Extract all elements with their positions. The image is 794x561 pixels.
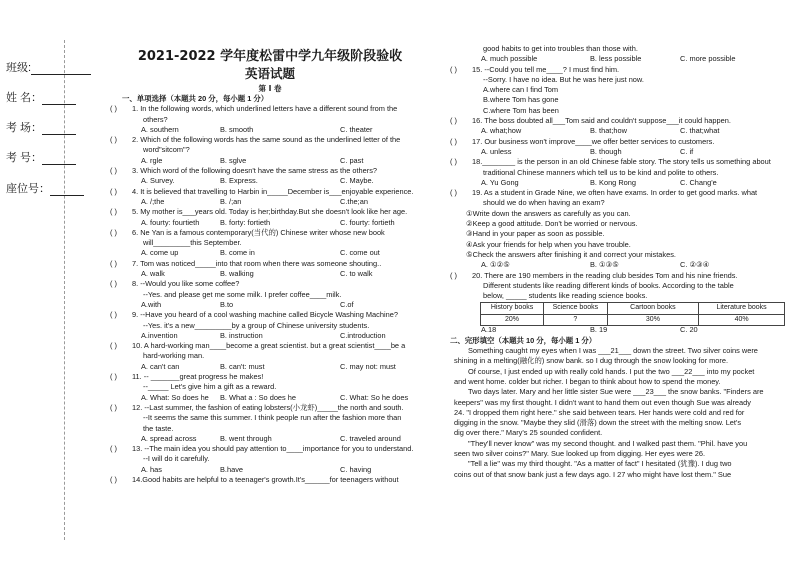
survey-headers-row — [481, 303, 785, 314]
cloze-line — [450, 356, 785, 366]
option-b[interactable]: B. instruction — [220, 330, 263, 340]
answer-options — [110, 156, 445, 166]
cloze-text: coins out of that snow bank just a few days ago. I 27 who might have lost them." Sue — [454, 469, 732, 479]
question-stem — [450, 188, 785, 198]
answer-options — [110, 248, 445, 258]
question-text: should we do when having an exam? — [483, 198, 605, 208]
option-b[interactable]: B. What a : So does he — [220, 392, 297, 402]
question-line — [450, 95, 785, 105]
seat-field: 座位号： — [6, 180, 84, 196]
name-blank[interactable] — [42, 94, 76, 105]
question-stem — [110, 187, 445, 197]
survey-cell: Science books — [544, 303, 608, 314]
cloze-line — [450, 428, 785, 438]
question-line — [450, 85, 785, 95]
survey-cell: 20% — [481, 314, 544, 325]
question-text: ①Write down the answers as carefully as you can. — [466, 208, 631, 218]
cloze-line — [450, 439, 785, 449]
option-a[interactable]: A.18 — [481, 325, 497, 335]
option-a[interactable]: A. walk — [141, 269, 165, 279]
cloze-line — [450, 408, 785, 418]
answer-options — [450, 54, 785, 64]
cloze-line — [450, 346, 785, 356]
question-line — [450, 281, 785, 291]
answer-bracket[interactable]: ( ) — [110, 186, 117, 196]
answer-bracket[interactable]: ( ) — [110, 104, 117, 114]
question-stem — [110, 475, 445, 485]
question-text: 11. -- _______great progress he makes! — [132, 372, 264, 382]
question-text: 13. --The main idea you should pay attention to____importance for you to understand. — [132, 444, 414, 454]
answer-options — [110, 197, 445, 207]
question-stem — [110, 135, 445, 145]
cloze-line — [450, 449, 785, 459]
cloze-text: digging in the snow. "Maybe they slid (滑落) down the street with the melting snow. Let's — [454, 418, 742, 428]
answer-options — [450, 147, 785, 157]
question-text: 17. Our business won't improve____we offer better services to customers. — [472, 136, 715, 146]
answer-options — [450, 260, 785, 270]
question-text: 18.________ is the person in an old Chinese fable story. The story tells us something about — [472, 157, 771, 167]
question-line — [110, 238, 445, 248]
answer-options — [110, 269, 445, 279]
cloze-text: Of course, I just ended up with really cold hands. I put the two ___22___ into my pocket — [468, 366, 755, 376]
question-stem — [110, 207, 445, 217]
answer-options — [450, 126, 785, 136]
question-line — [450, 168, 785, 178]
class-blank[interactable] — [31, 64, 91, 75]
question-text: C.where Tom has been — [483, 105, 559, 115]
answer-bracket[interactable]: ( ) — [110, 372, 117, 382]
binding-line — [64, 40, 65, 540]
question-text: --Sorry. I have no idea. But he was here just now. — [483, 74, 644, 84]
question-text: others? — [143, 114, 168, 124]
option-b[interactable]: B. walking — [220, 269, 254, 279]
answer-bracket[interactable]: ( ) — [110, 279, 117, 289]
option-b[interactable]: B. smooth — [220, 124, 254, 134]
cloze-line — [450, 398, 785, 408]
option-b[interactable]: B. ①③⑤ — [590, 260, 619, 270]
option-a[interactable]: A. What: So does he — [141, 392, 209, 402]
question-stem — [110, 259, 445, 269]
answer-bracket[interactable]: ( ) — [110, 402, 117, 412]
option-a[interactable]: A. much possible — [481, 54, 538, 64]
question-stem — [450, 116, 785, 126]
question-line — [110, 424, 445, 434]
question-stem — [110, 310, 445, 320]
question-text: 1. In the following words, which underlined letters have a different sound from the — [132, 104, 398, 114]
question-text: 7. Tom was noticed_____into that room when there was someone shouting.. — [132, 258, 382, 268]
option-a[interactable]: A. what;how — [481, 126, 522, 136]
question-text: ②Keep a good attitude. Don't be worried or nervous. — [466, 219, 638, 229]
survey-table-wrap — [450, 301, 785, 325]
answer-options — [110, 393, 445, 403]
option-b[interactable]: B. Kong Rong — [590, 177, 637, 187]
question-text: --_____ Let's give him a gift as a reward. — [143, 382, 277, 392]
option-a[interactable]: A. has — [141, 464, 162, 474]
question-text: 19. As a student in Grade Nine, we often have exams. In order to get good marks. what — [472, 188, 758, 198]
survey-cell: 40% — [699, 314, 785, 325]
option-c[interactable]: C. if — [680, 146, 694, 156]
question-stem — [110, 403, 445, 413]
question-stem — [110, 104, 445, 114]
answer-options — [110, 176, 445, 186]
question-text: will_________this September. — [143, 238, 242, 248]
question-text: below, _____ students like reading science books. — [483, 291, 648, 301]
question-text: --It seems the same this summer. I think people run after the fashion more than — [143, 413, 402, 423]
question-text: A.where can I find Tom — [483, 85, 559, 95]
question-line — [450, 44, 785, 54]
right-column — [450, 44, 785, 480]
question-text: 14.Good habits are helpful to a teenager's growth.It's______for teenagers without — [132, 474, 399, 484]
question-stem — [450, 137, 785, 147]
room-blank[interactable] — [42, 124, 76, 135]
option-c[interactable]: C. traveled around — [340, 433, 401, 443]
question-stem — [450, 157, 785, 167]
question-text: --Yes. it's a new_________by a group of Chinese university students. — [143, 320, 370, 330]
question-line — [450, 240, 785, 250]
question-stem — [110, 228, 445, 238]
question-text: 3. Which word of the following doesn't have the same stress as the others? — [132, 166, 378, 176]
question-stem — [450, 65, 785, 75]
question-line — [450, 198, 785, 208]
survey-table — [480, 302, 785, 326]
option-b[interactable]: B. come in — [220, 248, 255, 258]
question-stem — [110, 341, 445, 351]
answer-options — [110, 300, 445, 310]
question-line — [450, 75, 785, 85]
question-text: Different students like reading different kinds of books. According to the table — [483, 280, 734, 290]
answer-bracket[interactable]: ( ) — [450, 270, 457, 280]
cloze-line — [450, 387, 785, 397]
left-column — [110, 94, 445, 485]
option-a[interactable]: A. /;the — [141, 196, 165, 206]
option-c[interactable]: C. fourty: fortieth — [340, 217, 395, 227]
option-b[interactable]: B. less possible — [590, 54, 642, 64]
option-c[interactable]: C. that;what — [680, 126, 720, 136]
answer-options — [110, 218, 445, 228]
question-text: 9. --Have you heard of a cool washing machine called Bicycle Washing Machine? — [132, 310, 398, 320]
question-line — [450, 291, 785, 301]
answer-bracket[interactable]: ( ) — [450, 188, 457, 198]
option-c[interactable]: C. 20 — [680, 325, 698, 335]
answer-bracket[interactable]: ( ) — [450, 116, 457, 126]
answer-options — [110, 434, 445, 444]
survey-values-row — [481, 314, 785, 325]
question-text: traditional Chinese manners which tell us to be kind and polite to others. — [483, 167, 719, 177]
section2-heading: 二、完形填空（本题共 10 分，每小题 1 分） — [450, 335, 597, 345]
question-text: B.where Tom has gone — [483, 95, 559, 105]
cloze-text: seen two silver coins?" Mary. Sue looked up from digging. Her eyes were 26. — [454, 448, 706, 458]
answer-options — [110, 331, 445, 341]
answer-bracket[interactable]: ( ) — [110, 135, 117, 145]
option-a[interactable]: A. spread across — [141, 433, 197, 443]
option-b[interactable]: B. can't: must — [220, 361, 265, 371]
option-b[interactable]: B. 19 — [590, 325, 608, 335]
option-c[interactable]: C. Chang'e — [680, 177, 717, 187]
answer-bracket[interactable]: ( ) — [110, 474, 117, 484]
question-text: 6. Ne Yan is a famous contemporary(当代的) Chinese writer whose new book — [132, 227, 385, 237]
option-c[interactable]: C. come out — [340, 248, 380, 258]
exam-title: 2021-2022 学年度松雷中学九年级阶段验收 — [137, 49, 403, 64]
question-line — [110, 321, 445, 331]
exam-subtitle: 英语试题 — [244, 66, 295, 81]
option-c[interactable]: C. to walk — [340, 269, 373, 279]
question-stem — [110, 372, 445, 382]
option-a[interactable]: A. unless — [481, 146, 512, 156]
number-field: 考 号： — [6, 149, 76, 165]
room-field: 考 场： — [6, 119, 76, 135]
question-line — [110, 454, 445, 464]
cloze-text: Something caught my eyes when I was ___21___ down the street. Two silver coins were — [468, 346, 758, 356]
question-text: 10. A hard-working man____become a great scientist. but a great scientist____be a — [132, 341, 406, 351]
question-text: 2. Which of the following words has the same sound as the underlined letter of the — [132, 135, 401, 145]
answer-bracket[interactable]: ( ) — [450, 157, 457, 167]
answer-options — [450, 325, 785, 335]
answer-bracket[interactable]: ( ) — [110, 227, 117, 237]
answer-bracket[interactable]: ( ) — [110, 444, 117, 454]
option-c[interactable]: C. What: So he does — [340, 392, 409, 402]
question-line — [110, 351, 445, 361]
question-stem — [110, 444, 445, 454]
option-c[interactable]: C. ②③④ — [680, 260, 710, 270]
question-text: hard-working man. — [143, 351, 205, 361]
option-a[interactable]: A. Yu Gong — [481, 177, 519, 187]
cloze-text: shining in a melting(融化的) snow bank. so I dug through the snow looking for more. — [454, 356, 729, 366]
cloze-line — [450, 377, 785, 387]
question-text: ④Ask your friends for help when you have trouble. — [466, 239, 631, 249]
question-stem — [450, 271, 785, 281]
survey-cell: ? — [544, 314, 608, 325]
survey-cell: History books — [481, 303, 544, 314]
option-c[interactable]: C.of — [340, 299, 354, 309]
option-b[interactable]: B. Express. — [220, 176, 258, 186]
answer-options — [110, 465, 445, 475]
question-line — [450, 106, 785, 116]
question-text: --I will do it carefully. — [143, 454, 210, 464]
cloze-text: Two days later. Mary and her little sister Sue were ___23___ the snow banks. "Finders are — [468, 387, 764, 397]
option-a[interactable]: A.invention — [141, 330, 178, 340]
question-line — [450, 250, 785, 260]
option-a[interactable]: A. ①②⑤ — [481, 260, 510, 270]
option-a[interactable]: A. rgle — [141, 155, 163, 165]
question-text: --Yes. and please get me some milk. I prefer coffee____milk. — [143, 289, 342, 299]
option-c[interactable]: C. may not: must — [340, 361, 396, 371]
cloze-line — [450, 459, 785, 469]
answer-bracket[interactable]: ( ) — [110, 341, 117, 351]
option-b[interactable]: B. though — [590, 146, 622, 156]
question-line — [450, 209, 785, 219]
volume-label: 第 I 卷 — [258, 84, 282, 93]
option-c[interactable]: C.the;an — [340, 196, 368, 206]
question-text: 8. --Would you like some coffee? — [132, 279, 240, 289]
answer-bracket[interactable]: ( ) — [110, 166, 117, 176]
question-line — [110, 413, 445, 423]
answer-options — [110, 125, 445, 135]
option-b[interactable]: B. that;how — [590, 126, 627, 136]
option-c[interactable]: C. Maybe. — [340, 176, 374, 186]
answer-bracket[interactable]: ( ) — [110, 207, 117, 217]
answer-bracket[interactable]: ( ) — [450, 136, 457, 146]
question-text: 5. My mother is___years old. Today is her;birthday.But she doesn't look like her age. — [132, 207, 408, 217]
option-c[interactable]: C. past — [340, 155, 364, 165]
question-stem — [110, 166, 445, 176]
option-a[interactable]: A. can't can — [141, 361, 180, 371]
number-blank[interactable] — [42, 154, 76, 165]
cloze-line — [450, 470, 785, 480]
seat-blank[interactable] — [50, 185, 84, 196]
cloze-line — [450, 367, 785, 377]
question-text: 15. --Could you tell me____? I must find him. — [472, 64, 620, 74]
option-c[interactable]: C. having — [340, 464, 372, 474]
option-a[interactable]: A. fourty: fourtieth — [141, 217, 200, 227]
section1-heading: 一、单项选择（本题共 20 分，每小题 1 分） — [122, 94, 269, 103]
answer-bracket[interactable]: ( ) — [450, 64, 457, 74]
question-stem — [110, 279, 445, 289]
option-b[interactable]: B. went through — [220, 433, 272, 443]
survey-cell: 30% — [607, 314, 699, 325]
option-c[interactable]: C.introduction — [340, 330, 386, 340]
answer-bracket[interactable]: ( ) — [110, 310, 117, 320]
cloze-text: and went home. colder but richer. I began to think about how to spend the money. — [454, 376, 721, 386]
option-c[interactable]: C. more possible — [680, 54, 736, 64]
question-text: 20. There are 190 members in the reading club besides Tom and his nine friends. — [472, 270, 738, 280]
question-line — [110, 290, 445, 300]
question-line — [450, 219, 785, 229]
option-a[interactable]: A. Survey. — [141, 176, 175, 186]
question-line — [110, 382, 445, 392]
question-text: 12. --Last summer, the fashion of eating lobsters(小龙虾)_____the north and south. — [132, 402, 404, 412]
option-a[interactable]: A. southern — [141, 124, 179, 134]
question-line — [450, 229, 785, 239]
question-line — [110, 145, 445, 155]
cloze-line — [450, 418, 785, 428]
question-line — [110, 115, 445, 125]
option-a[interactable]: A. come up — [141, 248, 179, 258]
option-b[interactable]: B. sglve — [220, 155, 247, 165]
cloze-text: 24. "I dropped them right here." she said between tears. Her hands were cold and red for — [454, 407, 745, 417]
option-c[interactable]: C. theater — [340, 124, 373, 134]
class-field: 班级: — [6, 59, 91, 75]
option-b[interactable]: B. /;an — [220, 196, 242, 206]
survey-cell: Cartoon books — [607, 303, 699, 314]
question-text: the taste. — [143, 423, 174, 433]
question-text: word"sitcom"? — [143, 145, 190, 155]
question-text: good habits to get into troubles than those with. — [483, 44, 638, 53]
option-b[interactable]: B. forty: fortieth — [220, 217, 271, 227]
cloze-text: "Tell a lie" was my third thought. "As a matter of fact" I hesitated (犹豫). I dug two — [468, 459, 732, 469]
question-text: ⑤Check the answers after finishing it and correct your mistakes. — [466, 249, 676, 259]
option-a[interactable]: A.with — [141, 299, 162, 309]
question-text: 16. The boss doubted all___Tom said and couldn't suppose___it could happen. — [472, 116, 731, 126]
answer-options — [110, 362, 445, 372]
option-b[interactable]: B.to — [220, 299, 234, 309]
survey-cell: Literature books — [699, 303, 785, 314]
question-text: 4. It is believed that travelling to Harbin in_____December is___enjoyable experience. — [132, 186, 414, 196]
answer-bracket[interactable]: ( ) — [110, 258, 117, 268]
cloze-text: keepers" was my first thought. I didn't want to hand them out even though Sue was already — [454, 397, 751, 407]
answer-options — [450, 178, 785, 188]
cloze-text: "They'll never know" was my second thought. and I walked past them. "Phil. have you — [468, 438, 748, 448]
cloze-text: dig over there." Mary's 25 sounded confident. — [454, 428, 603, 438]
option-b[interactable]: B.have — [220, 464, 244, 474]
question-text: ③Hand in your paper as soon as possible. — [466, 229, 605, 239]
name-field: 姓 名： — [6, 89, 76, 105]
